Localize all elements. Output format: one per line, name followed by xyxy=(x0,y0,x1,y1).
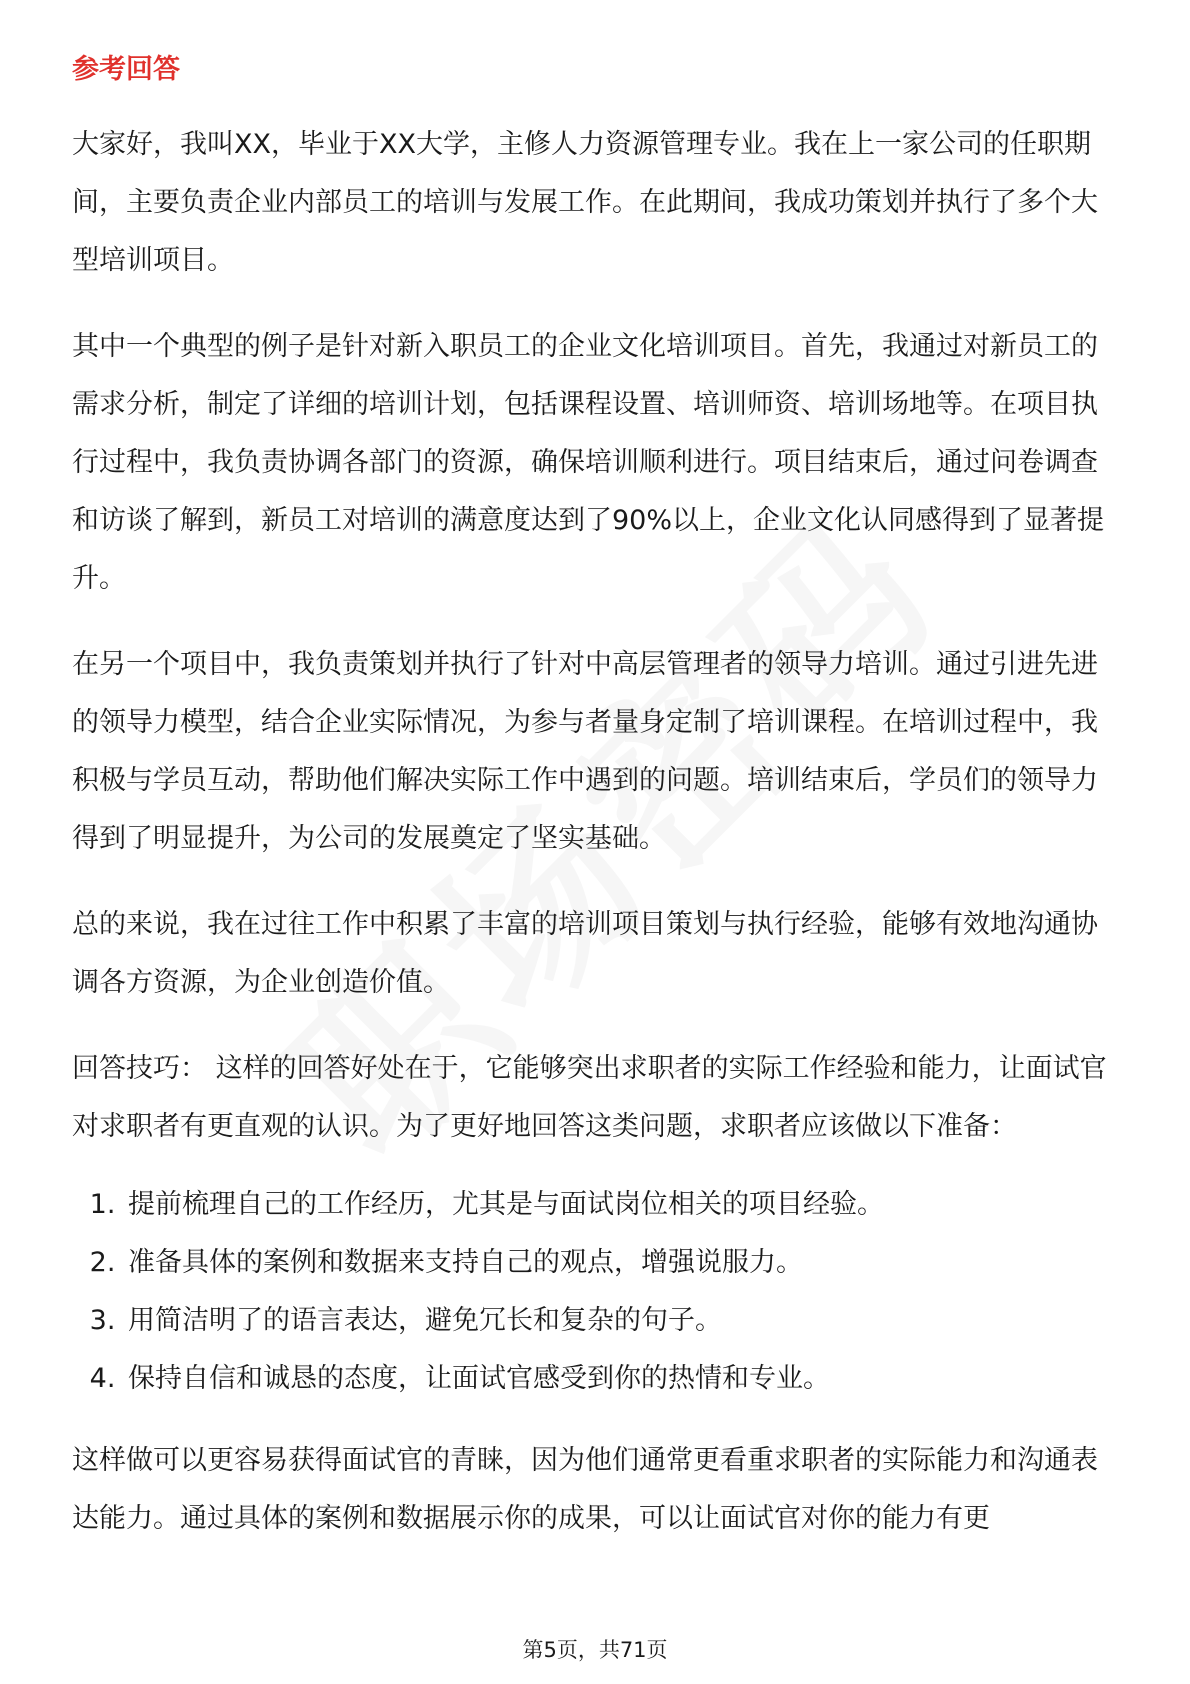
answer-tips: 回答技巧： 这样的回答好处在于，它能够突出求职者的实际工作经验和能力，让面试官对求职者有更直观的认识。为了更好地回答这类问题，求职者应该做以下准备： xyxy=(72,1053,1107,1142)
list-item: 1. 提前梳理自己的工作经历，尤其是与面试岗位相关的项目经验。 xyxy=(124,1176,1122,1234)
tips-list xyxy=(72,1176,1122,1408)
paragraph-example-1: 其中一个典型的例子是针对新入职员工的企业文化培训项目。首先，我通过对新员工的需求分析，制定了详细的培训计划，包括课程设置、培训师资、培训场地等。在项目执行过程中，我负责协调各部门的资源，确保培训顺利进行。项目结束后，通过问卷调查和访谈了解到，新员工对培训的满意度达到了90%以上，企业文化认同感得到了显著提升。 xyxy=(72,331,1105,594)
list-item: 4. 保持自信和诚恳的态度，让面试官感受到你的热情和专业。 xyxy=(124,1350,1122,1408)
page-number: 第5页，共71页 xyxy=(522,1638,668,1662)
section-heading: 参考回答 xyxy=(72,54,180,85)
paragraph-closing: 这样做可以更容易获得面试官的青睐，因为他们通常更看重求职者的实际能力和沟通表达能力。通过具体的案例和数据展示你的成果，可以让面试官对你的能力有更 xyxy=(72,1445,1098,1534)
list-item: 2. 准备具体的案例和数据来支持自己的观点，增强说服力。 xyxy=(124,1234,1122,1292)
paragraph-example-2: 在另一个项目中，我负责策划并执行了针对中高层管理者的领导力培训。通过引进先进的领导力模型，结合企业实际情况，为参与者量身定制了培训课程。在培训过程中，我积极与学员互动，帮助他们解决实际工作中遇到的问题。培训结束后，学员们的领导力得到了明显提升，为公司的发展奠定了坚实基础。 xyxy=(72,649,1098,854)
paragraph-summary: 总的来说，我在过往工作中积累了丰富的培训项目策划与执行经验，能够有效地沟通协调各方资源，为企业创造价值。 xyxy=(72,909,1098,998)
paragraph-intro: 大家好，我叫XX，毕业于XX大学，主修人力资源管理专业。我在上一家公司的任职期间，主要负责企业内部员工的培训与发展工作。在此期间，我成功策划并执行了多个大型培训项目。 xyxy=(72,129,1098,276)
answer-body xyxy=(72,116,1122,1576)
list-item: 3. 用简洁明了的语言表达，避免冗长和复杂的句子。 xyxy=(124,1292,1122,1350)
